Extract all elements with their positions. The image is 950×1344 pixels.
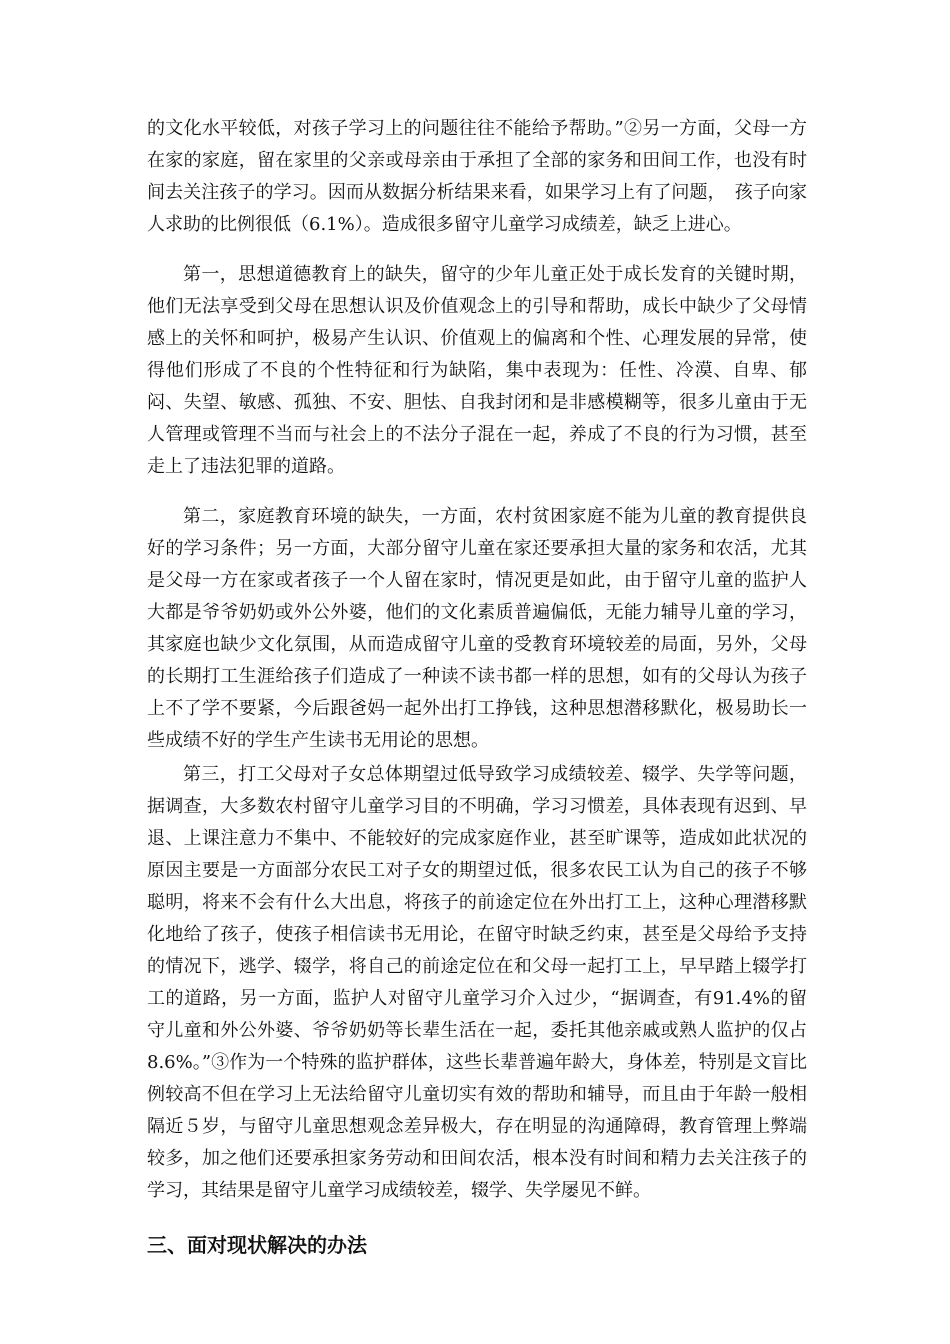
paragraph-second-point: 第二，家庭教育环境的缺失，一方面，农村贫困家庭不能为儿童的教育提供良好的学习条件；另一方面，大部分留守儿童在家还要承担大量的家务和农活，尤其是父母一方在家或者孩子一个人留在家时，情况更是如此，由于留守儿童的监护人大都是爷爷奶奶或外公外婆，他们的文化素质普遍偏低，无能力辅导儿童的学习，其家庭也缺少文化氛围，从而造成留守儿童的受教育环境较差的局面，另外，父母的长期打工生涯给孩子们造成了一种读不读书都一样的思想，如有的父母认为孩子上不了学不要紧，今后跟爸妈一起外出打工挣钱，这种思想潜移默化，极易助长一些成绩不好的学生产生读书无用论的思想。 (147, 506, 807, 751)
section-heading: 三、面对现状解决的办法 (147, 1233, 367, 1257)
paragraph-continued: 的文化水平较低，对孩子学习上的问题往往不能给予帮助。”②另一方面，父母一方在家的家庭，留在家里的父亲或母亲由于承担了全部的家务和田间工作，也没有时间去关注孩子的学习。因而从数据分析结果来看，如果学习上有了问题， 孩子向家人求助的比例很低（6.1%）。造成很多留守儿童学习成绩差，缺乏上进心。 (147, 118, 807, 235)
document-page (147, 113, 807, 1261)
paragraph-spacer (147, 483, 807, 501)
paragraph-first-point: 第一，思想道德教育上的缺失，留守的少年儿童正处于成长发育的关键时期，他们无法享受到父母在思想认识及价值观念上的引导和帮助，成长中缺少了父母情感上的关怀和呵护，极易产生认识、价值观上的偏离和个性、心理发展的异常，使得他们形成了不良的个性特征和行为缺陷，集中表现为：任性、冷漠、自卑、郁闷、失望、敏感、孤独、不安、胆怯、自我封闭和是非感模糊等，很多儿童由于无人管理或管理不当而与社会上的不法分子混在一起，养成了不良的行为习惯，甚至走上了违法犯罪的道路。 (147, 264, 807, 477)
paragraph-third-point: 第三，打工父母对子女总体期望过低导致学习成绩较差、辍学、失学等问题，据调查，大多数农村留守儿童学习目的不明确，学习习惯差，具体表现有迟到、早退、上课注意力不集中、不能较好的完成家庭作业，甚至旷课等，造成如此状况的原因主要是一方面部分农民工对子女的期望过低，很多农民工认为自己的孩子不够聪明，将来不会有什么大出息，将孩子的前途定位在外出打工上，这种心理潜移默化地给了孩子，使孩子相信读书无用论，在留守时缺乏约束，甚至是父母给予支持的情况下，逃学、辍学，将自己的前途定位在和父母一起打工上，早早踏上辍学打工的道路，另一方面，监护人对留守儿童学习介入过少，“据调查，有91.4%的留守儿童和外公外婆、爷爷奶奶等长辈生活在一起，委托其他亲戚或熟人监护的仅占8.6%。”③作为一个特殊的监护群体，这些长辈普遍年龄大，身体差，特别是文盲比例较高不但在学习上无法给留守儿童切实有效的帮助和辅导，而且由于年龄一般相隔近５岁，与留守儿童思想观念差异极大，存在明显的沟通障碍，教育管理上弊端较多，加之他们还要承担家务劳动和田间农活，根本没有时间和精力去关注孩子的学习，其结果是留守儿童学习成绩较差，辍学、失学屡见不鲜。 (147, 764, 807, 1201)
paragraph-spacer (147, 241, 807, 259)
